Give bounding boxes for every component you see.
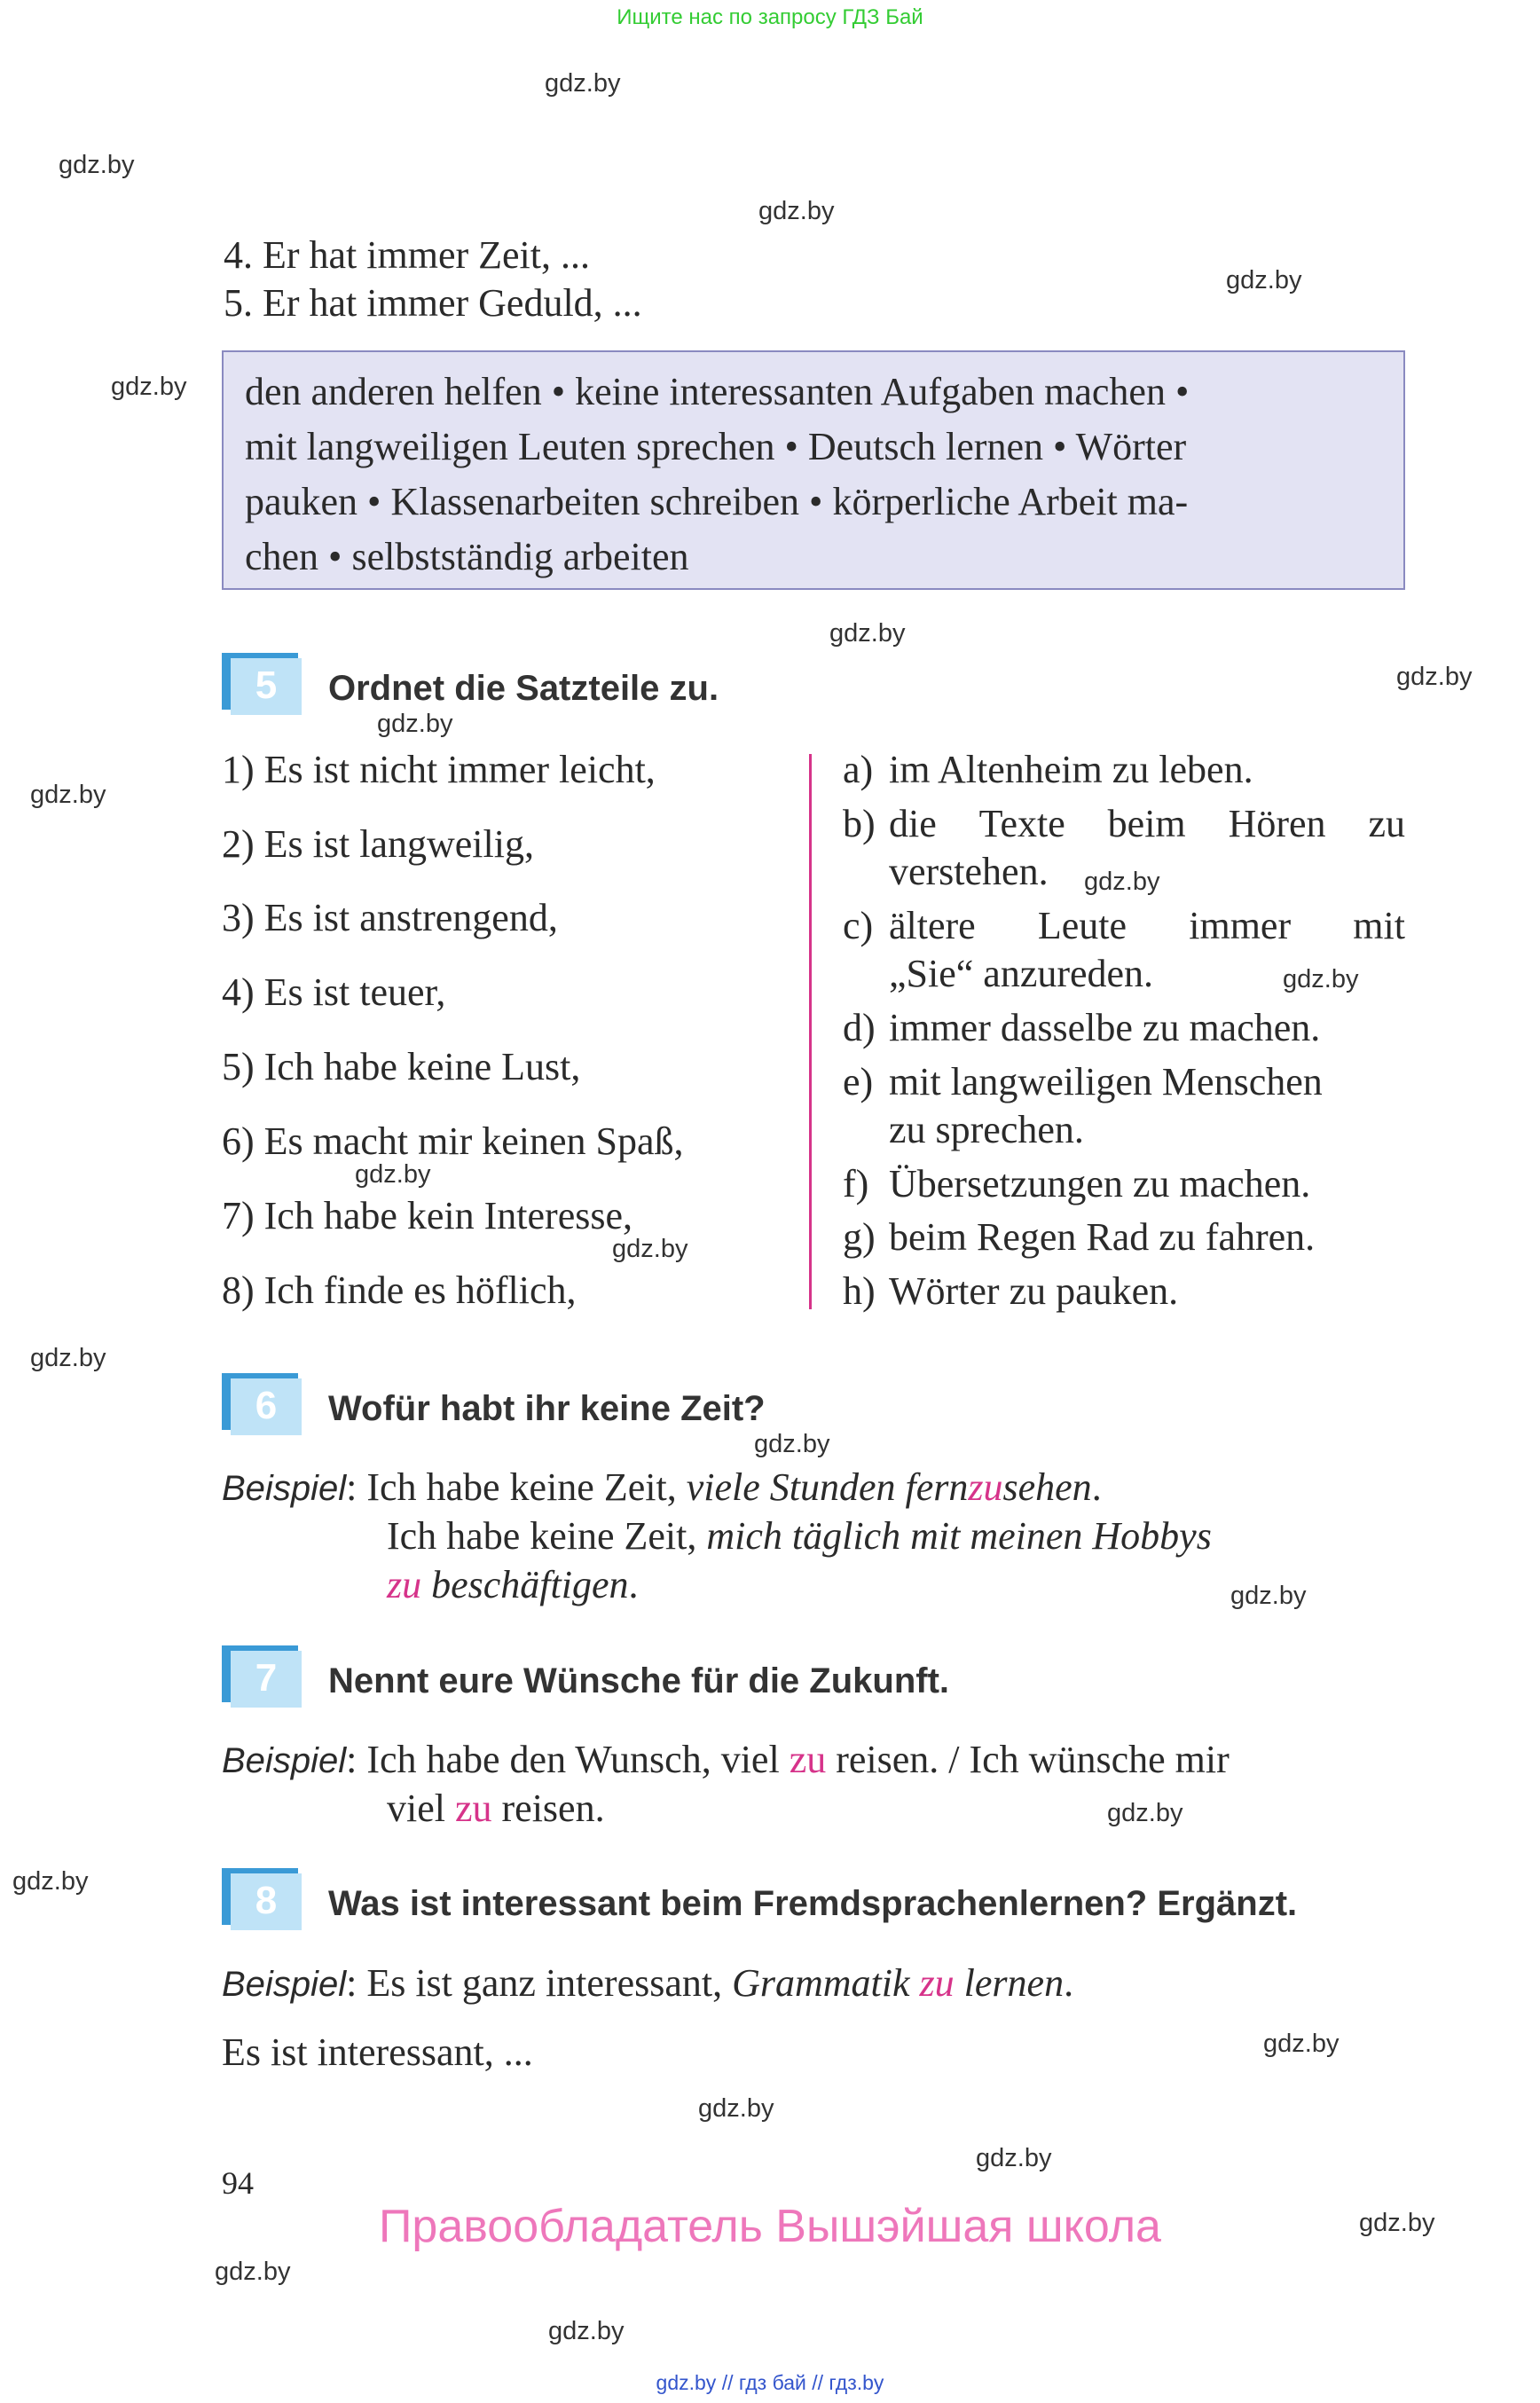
watermark: gdz.by — [1226, 266, 1302, 294]
watermark: gdz.by — [976, 2144, 1052, 2172]
list-item: d) immer dasselbe zu machen. — [843, 1006, 1321, 1049]
watermark: gdz.by — [30, 1344, 106, 1372]
watermark: gdz.by — [758, 197, 835, 225]
list-item-continuation: zu sprechen. — [889, 1108, 1084, 1151]
list-item: b) die Texte beim Hören zu — [843, 802, 1405, 845]
example-line: Beispiel: Ich habe den Wunsch, viel zu reisen. / Ich wünsche mir — [222, 1738, 1230, 1781]
watermark: gdz.by — [355, 1160, 431, 1189]
example-line: Beispiel: Ich habe keine Zeit, viele Stunden fernzusehen. — [222, 1465, 1102, 1509]
watermark: gdz.by — [1359, 2209, 1435, 2237]
watermark: gdz.by — [215, 2258, 291, 2286]
exercise-title: Nennt eure Wünsche für die Zukunft. — [328, 1661, 950, 1700]
exercise-number-badge — [222, 1373, 298, 1430]
intro-line: 4. Er hat immer Zeit, ... — [224, 233, 590, 277]
watermark: gdz.by — [1396, 663, 1473, 691]
word-box — [222, 350, 1405, 590]
list-item: 8) Ich finde es höflich, — [222, 1268, 577, 1312]
example-line: Beispiel: Es ist ganz interessant, Grammatik zu lernen. — [222, 1961, 1074, 2005]
watermark: gdz.by — [754, 1430, 830, 1458]
copyright-notice: Правообладатель Вышэйшая школа — [379, 2201, 1161, 2252]
watermark: gdz.by — [829, 619, 906, 648]
watermark: gdz.by — [545, 69, 621, 98]
answer-line: Es ist interessant, ... — [222, 2030, 533, 2074]
list-item: 7) Ich habe kein Interesse, — [222, 1194, 633, 1237]
watermark: gdz.by — [1263, 2030, 1340, 2058]
watermark: gdz.by — [1230, 1582, 1307, 1610]
watermark: gdz.by — [1283, 965, 1359, 993]
watermark: gdz.by — [548, 2317, 625, 2345]
example-line: zu beschäftigen. — [387, 1563, 639, 1606]
exercise-title: Ordnet die Satzteile zu. — [328, 669, 719, 708]
intro-line: 5. Er hat immer Geduld, ... — [224, 281, 642, 325]
watermark: gdz.by — [1107, 1799, 1183, 1827]
example-line: Ich habe keine Zeit, mich täglich mit meinen Hobbys — [387, 1514, 1212, 1558]
list-item: a) im Altenheim zu leben. — [843, 748, 1253, 791]
watermark: gdz.by — [59, 151, 135, 179]
exercise-number: 8 — [255, 1879, 278, 1922]
watermark: gdz.by — [698, 2094, 774, 2123]
column-divider — [809, 754, 812, 1309]
list-item: 4) Es ist teuer, — [222, 970, 446, 1014]
exercise-number-badge — [222, 1868, 298, 1925]
exercise-number-badge — [222, 1645, 298, 1702]
exercise-title: Wofür habt ihr keine Zeit? — [328, 1389, 766, 1428]
list-item-continuation: verstehen. — [889, 850, 1049, 893]
list-item: 3) Es ist anstrengend, — [222, 896, 558, 939]
watermark: gdz.by — [111, 373, 187, 401]
top-banner: Ищите нас по запросу ГДЗ Бай — [617, 5, 923, 29]
list-item: 6) Es macht mir keinen Spaß, — [222, 1119, 684, 1163]
word-box-line: den anderen helfen • keine interessanten Aufgaben machen • — [245, 370, 1190, 413]
watermark: gdz.by — [12, 1867, 89, 1896]
page-number: 94 — [222, 2165, 254, 2201]
list-item: g) beim Regen Rad zu fahren. — [843, 1215, 1316, 1259]
list-item: 2) Es ist langweilig, — [222, 822, 534, 866]
list-item: 1) Es ist nicht immer leicht, — [222, 748, 656, 791]
list-item-continuation: „Sie“ anzureden. — [889, 952, 1154, 995]
exercise-number: 5 — [255, 664, 278, 707]
example-line: viel zu reisen. — [387, 1787, 605, 1830]
exercise-number-badge — [222, 653, 298, 710]
footer-links: gdz.by // гдз бай // гдз.by — [656, 2371, 884, 2394]
list-item: h) Wörter zu pauken. — [843, 1269, 1179, 1313]
watermark: gdz.by — [612, 1235, 688, 1263]
list-item: 5) Ich habe keine Lust, — [222, 1045, 581, 1088]
exercise-number: 6 — [255, 1384, 278, 1427]
list-item: e) mit langweiligen Menschen — [843, 1060, 1323, 1103]
watermark: gdz.by — [1084, 868, 1160, 896]
word-box-line: mit langweiligen Leuten sprechen • Deutsch lernen • Wörter — [245, 425, 1187, 468]
watermark: gdz.by — [377, 710, 453, 738]
exercise-title: Was ist interessant beim Fremdsprachenlernen? Ergänzt. — [328, 1884, 1298, 1923]
exercise-number: 7 — [255, 1656, 278, 1700]
list-item: c) ältere Leute immer mit — [843, 904, 1405, 947]
word-box-line: chen • selbstständig arbeiten — [245, 535, 689, 578]
list-item: f) Übersetzungen zu machen. — [843, 1162, 1311, 1205]
watermark: gdz.by — [30, 781, 106, 809]
word-box-line: pauken • Klassenarbeiten schreiben • körperliche Arbeit ma- — [245, 480, 1189, 523]
